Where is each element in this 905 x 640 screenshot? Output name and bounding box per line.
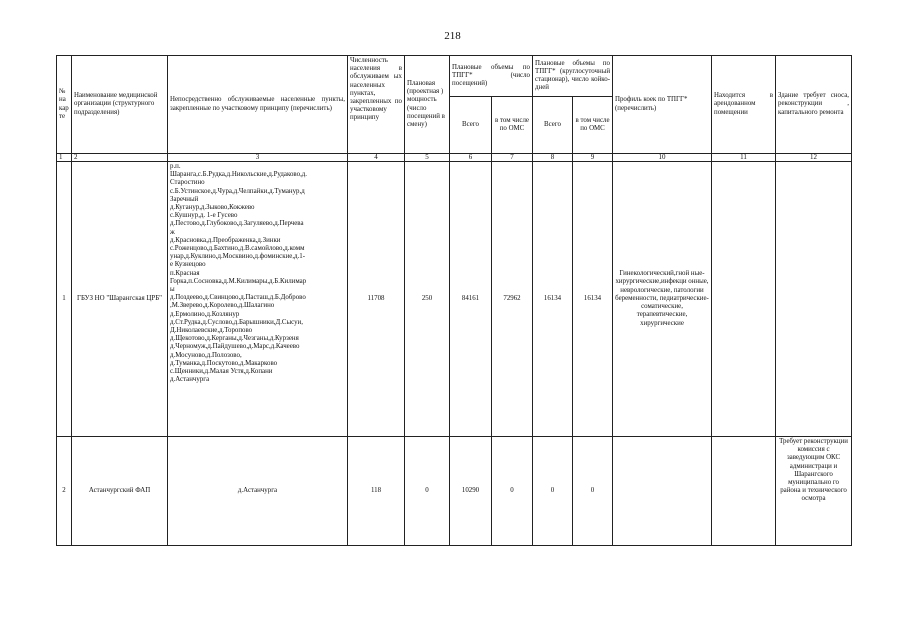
row-num: 1 bbox=[57, 162, 72, 437]
header-building: Здание требует сноса, реконструкции , капитального ремонта bbox=[776, 56, 852, 154]
row-settlements: р.п. Шаранга,с.Б.Рудка,д.Никольские,д.Рудаково,д. Старостино с.Б.Устинское,д.Чура,д.Челпайки,д.Туманур,д Заречный д.Куганур,д.Зыково,Кокжево с.Кушнур,д. 1-е Гусево д.Пестово,д.Глубоково,д.Загуляево,д.Перчева ж д.Красновка,д.Преображенка,д.Зинки с.Роженцово,д.Бахтино,д.В.самойлово,д.комм унар,д.Куклино,д.Москвино,д.фоминские,д.1- е Кузнецово п.Красная Горка,п.Сосновка,д.М.Килимары,д.Б.Килимар ы д.Поздеево,д.Свинцово,д.Пасташ,д.Б.Доброво ,М.Зверево,д.Королево,д.Шалагино д.Ермолино,д.Козлянур д.Ст.Рудка,д.Суслово,д.Барышники,Д.Сысуи, Д.Николаевские,д.Торопово д.Щекотово,д.Керганы,д.Чезганы,д.Курзеня д.Черномуж,д.Пайдушево,д.Марс,д.Качеево д.Мосуново,д.Полозово, д.Туманка,д.Поскутово,д.Макарково с.Щенники,д.Малая Устя,д.Копани д.Астанчурга bbox=[168, 162, 348, 437]
header-row bbox=[57, 56, 852, 97]
column-number: 2 bbox=[72, 154, 168, 162]
column-number: 11 bbox=[712, 154, 776, 162]
row-building: Требует реконструкции комиссия с заведующим ОКС администраци и Шарангского муниципально го района и технического осмотра bbox=[776, 437, 852, 546]
header-visits-oms: в том числе по ОМС bbox=[492, 97, 533, 154]
row-visits-oms: 0 bbox=[492, 437, 533, 546]
header-visits-group: Плановые объемы по ТПГГ* (число посещений) bbox=[450, 56, 533, 97]
row-num: 2 bbox=[57, 437, 72, 546]
column-number: 1 bbox=[57, 154, 72, 162]
row-beds-oms: 0 bbox=[573, 437, 613, 546]
row-profile bbox=[613, 437, 712, 546]
column-number-row bbox=[57, 154, 852, 162]
table-row bbox=[57, 162, 852, 437]
facilities-table bbox=[56, 55, 852, 546]
row-population: 118 bbox=[348, 437, 405, 546]
row-capacity: 250 bbox=[405, 162, 450, 437]
row-population: 11708 bbox=[348, 162, 405, 437]
column-number: 4 bbox=[348, 154, 405, 162]
header-profile: Профиль коек по ТПГГ* (перечислить) bbox=[613, 56, 712, 154]
header-num: № на кар те bbox=[57, 56, 72, 154]
column-number: 12 bbox=[776, 154, 852, 162]
header-settlements: Непосредственно обслуживаемые населенные пункты, закрепленные по участковому принципу (перечислить) bbox=[168, 56, 348, 154]
row-visits-oms: 72962 bbox=[492, 162, 533, 437]
header-beds-oms: в том числе по ОМС bbox=[573, 97, 613, 154]
row-leased bbox=[712, 437, 776, 546]
table-row bbox=[57, 437, 852, 546]
row-org: ГБУЗ НО "Шарангская ЦРБ" bbox=[72, 162, 168, 437]
header-capacity: Плановая (проектная ) мощность (число посещений в смену) bbox=[405, 56, 450, 154]
header-beds-group: Плановые объемы по ТПГГ* (круглосуточный стационар), число койко-дней bbox=[533, 56, 613, 97]
row-leased bbox=[712, 162, 776, 437]
row-beds-oms: 16134 bbox=[573, 162, 613, 437]
row-beds-total: 16134 bbox=[533, 162, 573, 437]
row-profile: Гинекологический,гной ные-хирургические,инфекци онные, неврологические, патологии беременности, педиатрические-соматические, терапевтические, хирургические bbox=[613, 162, 712, 437]
row-visits-total: 10290 bbox=[450, 437, 492, 546]
row-settlements: д.Астанчурга bbox=[168, 437, 348, 546]
header-org: Наименование медицинской организации (структурного подразделения) bbox=[72, 56, 168, 154]
row-capacity: 0 bbox=[405, 437, 450, 546]
header-beds-total: Всего bbox=[533, 97, 573, 154]
column-number: 10 bbox=[613, 154, 712, 162]
column-number: 9 bbox=[573, 154, 613, 162]
column-number: 5 bbox=[405, 154, 450, 162]
column-number: 3 bbox=[168, 154, 348, 162]
row-visits-total: 84161 bbox=[450, 162, 492, 437]
row-beds-total: 0 bbox=[533, 437, 573, 546]
column-number: 7 bbox=[492, 154, 533, 162]
header-leased: Находится в арендованном помещении bbox=[712, 56, 776, 154]
column-number: 8 bbox=[533, 154, 573, 162]
column-number: 6 bbox=[450, 154, 492, 162]
header-visits-total: Всего bbox=[450, 97, 492, 154]
header-population: Численность населения в обслуживаем ых населенных пунктах, закрепленных по участковому принципу bbox=[348, 56, 405, 154]
row-building bbox=[776, 162, 852, 437]
row-org: Астанчургский ФАП bbox=[72, 437, 168, 546]
page-number: 218 bbox=[444, 30, 461, 42]
